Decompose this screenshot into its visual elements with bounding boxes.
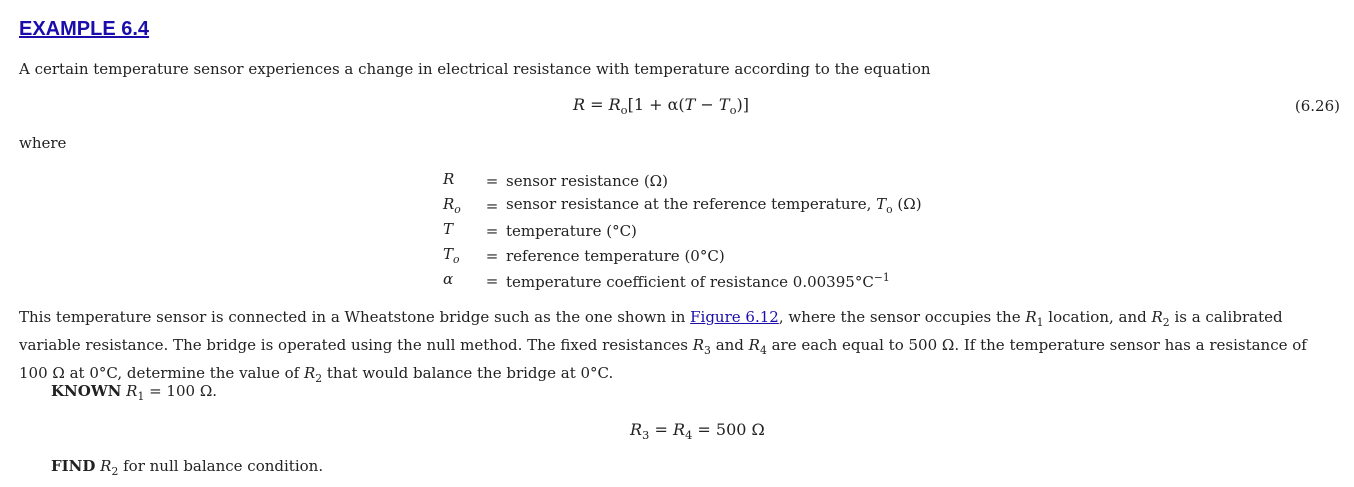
find-label: FIND (51, 457, 96, 475)
definition-row (443, 268, 922, 293)
find-line: FIND $R_2$ for null balance condition. (51, 457, 324, 478)
eq-equals: = (585, 95, 609, 114)
definition-row (443, 193, 922, 218)
def-equals: = (485, 221, 499, 240)
eq-r0-sub: o (620, 103, 628, 118)
def-text: sensor resistance (Ω) (506, 171, 668, 190)
def-symbol: $R_o$ (443, 195, 461, 216)
definition-row (443, 168, 922, 193)
intro-text: A certain temperature sensor experiences a change in electrical resistance with temperature according to the equation (19, 60, 931, 78)
def-equals: = (485, 246, 499, 265)
def-symbol: R (443, 170, 455, 188)
example-title-link[interactable]: EXAMPLE 6.4 (19, 18, 150, 40)
where-text: where (19, 134, 67, 152)
eq-t0-sub: o (729, 103, 737, 118)
eq-minus: − (695, 95, 719, 114)
def-symbol: $T_o$ (443, 245, 460, 266)
equation-6-26 (573, 95, 749, 117)
eq-close: )] (736, 95, 749, 114)
eq-open: [1 + α( (627, 95, 685, 114)
eq-r0: R (608, 95, 621, 114)
def-equals: = (485, 196, 499, 215)
figure-6-12-link[interactable]: Figure 6.12 (690, 308, 779, 326)
problem-paragraph: This temperature sensor is connected in a Wheatstone bridge such as the one shown in Figure 6.12, where the sensor occupies the $R_1$ location, and $R_2$ is a calibrated variable resistance. The bridge is operated using the null method. The fixed resistances $R_3$ and $R_4$ are each equal to 500 Ω. If the temperature sensor has a resistance of 100 Ω at 0°C, determine the value of $R_2$ that would balance the bridge at 0°C. (19, 308, 1307, 385)
known-line: KNOWN $R_1 = 100$ Ω. (51, 382, 218, 403)
def-symbol: α (443, 270, 454, 288)
eq-r: R (573, 95, 586, 114)
equation-number: (6.26) (1294, 97, 1340, 115)
definitions-table (443, 168, 922, 293)
known-label: KNOWN (51, 382, 122, 400)
definition-row (443, 218, 922, 243)
def-symbol: T (443, 220, 454, 238)
definition-row (443, 243, 922, 268)
eq-t: T (684, 95, 696, 114)
def-text: sensor resistance at the reference temperature, $T_o$ (Ω) (506, 195, 922, 216)
equation-r3-r4: $R_3 = R_4 = 500$ Ω (630, 420, 765, 443)
def-text: temperature coefficient of resistance $0.00395^\circ C^{-1}$ (506, 270, 890, 291)
def-equals: = (485, 171, 499, 190)
def-text: temperature (°C) (506, 221, 637, 240)
eq-t0: T (718, 95, 730, 114)
def-text: reference temperature (0°C) (506, 246, 725, 265)
def-equals: = (485, 271, 499, 290)
